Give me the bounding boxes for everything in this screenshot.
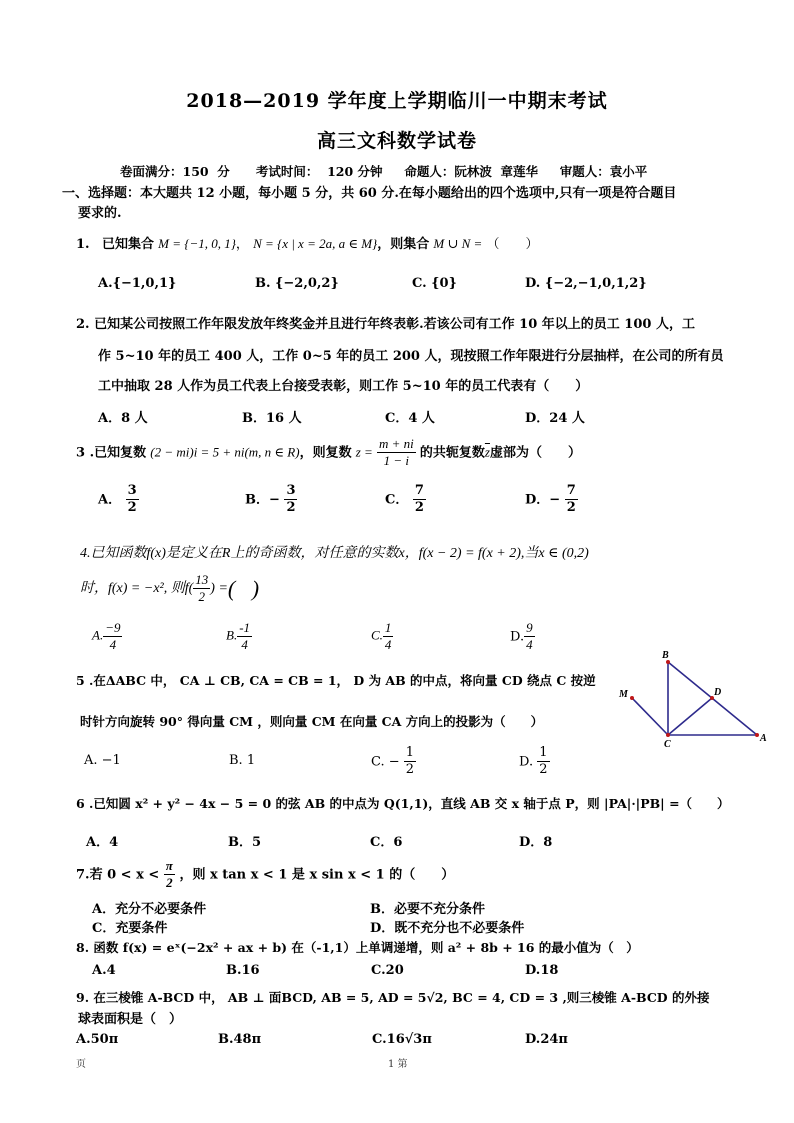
page-title: 2018—2019 学年度上学期临川一中期末考试 [186, 90, 608, 112]
q9-option-d: D.24π [525, 1032, 568, 1047]
q3-option-d: D．− $\frac{7}{2}$ [525, 483, 576, 516]
label-d: D [714, 687, 722, 698]
question-2-line3: 工中抽取 28 人作为员工代表上台接受表彰，则工作 5~10 年的员工代表有（ ） [98, 379, 589, 394]
q7-option-a: A．充分不必要条件 [92, 902, 207, 917]
question-9-line1: 9. 在三棱锥 A-BCD 中， AB ⊥ 面BCD, AB = 5, AD = 5√2, BC = 4, CD = 3 ,则三棱锥 A-BCD 的外接 [76, 990, 710, 1005]
q4-option-d: D. $\frac{9}{4}$ [510, 620, 533, 653]
segment-cm [632, 698, 668, 735]
q3-option-c: C． $\frac{7}{2}$ [385, 483, 424, 516]
question-9-line2: 球表面积是（ ） [78, 1012, 183, 1027]
q5-option-a: A. −1 [84, 753, 121, 768]
q1-option-a: A.{−1,0,1} [98, 276, 177, 291]
question-4-line2: 时，f(x) = −x², 则f( $\frac{13}{2}$ ) =( ) [80, 572, 260, 605]
question-7-stem: 7.若 0 < x < $\frac{\pi}{2}$ ，则 x tan x < 1 是 x sin x < 1 的（ ） [76, 858, 455, 891]
q5-option-c: C. − $\frac{1}{2}$ [371, 745, 415, 778]
question-6-line1: 6 .已知圆 x² + y² − 4x − 5 = 0 的弦 AB 的中点为 Q(1,1)，直线 AB 交 x 轴于点 P，则 |PA|·|PB| =（ ） [76, 796, 730, 811]
section-heading-cont: 要求的. [78, 206, 122, 221]
q2-option-c: C．4 人 [385, 411, 435, 426]
triangle-figure [610, 645, 775, 750]
footer-left: 页 [76, 1059, 86, 1070]
label-b: B [662, 650, 669, 661]
q3-option-b: B．− $\frac{3}{2}$ [245, 483, 296, 516]
q6-option-d: D．8 [519, 835, 553, 850]
q7-option-d: D．既不充分也不必要条件 [370, 921, 525, 936]
q5-option-d: D. $\frac{1}{2}$ [519, 745, 548, 778]
point-c [666, 733, 670, 737]
footer-page-number: 1 第 [388, 1059, 408, 1070]
q8-option-c: C.20 [371, 963, 404, 978]
q5-option-b: B. 1 [229, 753, 256, 768]
q7-option-c: C．充要条件 [92, 921, 168, 936]
question-4-line1: 4.已知函数f(x)是定义在R上的奇函数，对任意的实数x，f(x − 2) = f(x + 2),当x ∈ (0,2) [80, 546, 589, 561]
segment-cd [668, 698, 712, 735]
q8-option-b: B.16 [226, 963, 260, 978]
q4-option-b: B. $\frac{-1}{4}$ [226, 620, 251, 653]
label-c: C [664, 739, 671, 750]
label-a: A [760, 733, 767, 744]
section-heading: 一、选择题：本大题共 12 小题，每小题 5 分，共 60 分.在每小题给出的四个选项中,只有一项是符合题目 [62, 186, 677, 201]
question-2-line2: 作 5~10 年的员工 400 人，工作 0~5 年的员工 200 人，现按照工作年限进行分层抽样，在公司的所有员 [98, 349, 724, 364]
point-a [755, 733, 759, 737]
question-8-line1: 8. 函数 f(x) = eˣ(−2x² + ax + b) 在（-1,1）上单调递增，则 a² + 8b + 16 的最小值为（ ） [76, 940, 639, 955]
q6-option-c: C．6 [370, 835, 403, 850]
q8-option-a: A.4 [92, 963, 116, 978]
q9-option-c: C.16√3π [372, 1032, 432, 1047]
q8-option-d: D.18 [525, 963, 559, 978]
q6-option-b: B．5 [228, 835, 262, 850]
question-1-stem: 1. 已知集合 M = {−1, 0, 1}， N = {x | x = 2a, a ∈ M}，则集合 M ∪ N = （ ） [76, 236, 539, 252]
q1-option-d: D. {−2,−1,0,1,2} [525, 276, 647, 291]
label-m: M [619, 689, 628, 700]
q9-option-a: A.50π [76, 1032, 119, 1047]
q7-option-b: B．必要不充分条件 [370, 902, 485, 917]
q4-option-c: C. $\frac{1}{4}$ [371, 620, 392, 653]
point-m [630, 696, 634, 700]
q2-option-b: B．16 人 [242, 411, 302, 426]
q4-option-a: A. $\frac{-9}{4}$ [92, 620, 121, 653]
page-subtitle: 高三文科数学试卷 [316, 130, 477, 152]
q2-option-a: A．8 人 [98, 411, 148, 426]
q2-option-d: D．24 人 [525, 411, 585, 426]
question-5-line1: 5 .在ΔABC 中， CA ⊥ CB, CA = CB = 1， D 为 AB 的中点，将向量 CD 绕点 C 按逆 [76, 673, 596, 688]
question-3-stem: 3 .已知复数 (2 − mi)i = 5 + ni(m, n ∈ R)，则复数 z = $\frac{m + ni}{1 - i}$ 的共轭复数$\overline{z}$虚部为（ ） [76, 436, 581, 469]
q1-option-b: B. {−2,0,2} [255, 276, 339, 291]
q9-option-b: B.48π [218, 1032, 262, 1047]
q6-option-a: A．4 [86, 835, 119, 850]
exam-info: 卷面满分：150 分 考试时间： 120 分钟 命题人：阮林波 章莲华 审题人：袁小平 [120, 164, 648, 179]
question-5-line2: 时针方向旋转 90° 得向量 CM ，则向量 CM 在向量 CA 方向上的投影为（ ） [80, 714, 544, 729]
q3-option-a: A． $\frac{3}{2}$ [98, 483, 137, 516]
q1-option-c: C. {0} [412, 276, 457, 291]
question-2-line1: 2. 已知某公司按照工作年限发放年终奖金并且进行年终表彰.若该公司有工作 10 年以上的员工 100 人，工 [76, 317, 695, 332]
